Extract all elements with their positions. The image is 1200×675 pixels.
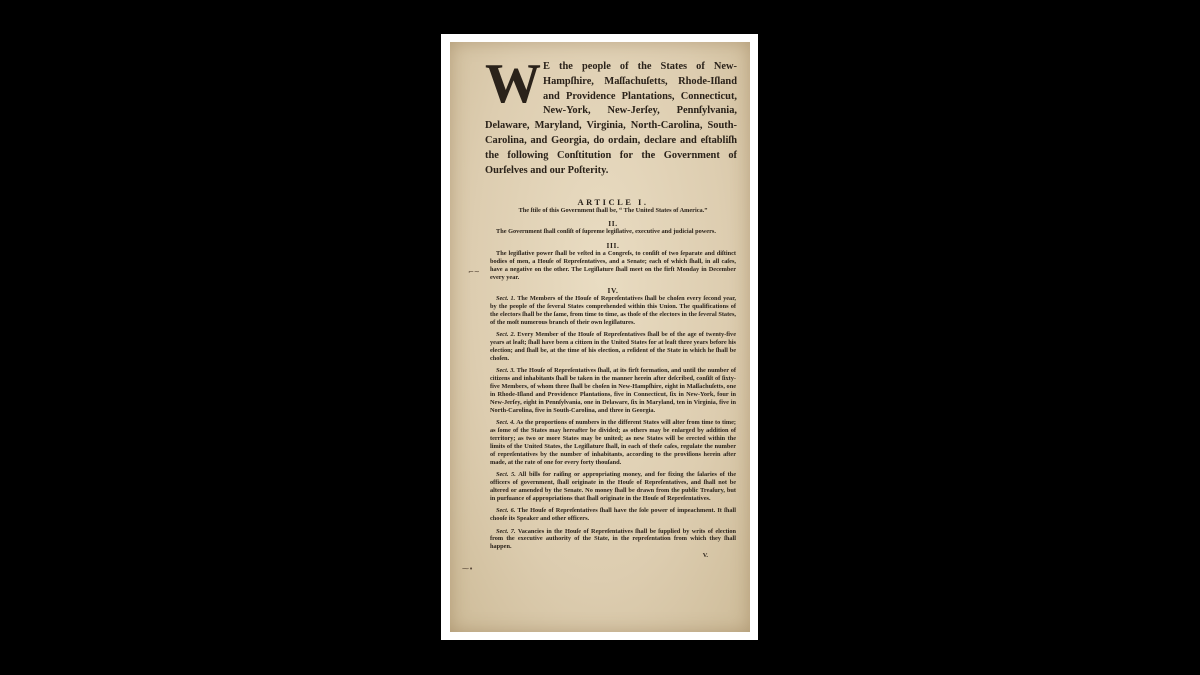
- section-text: The Government ſhall conſiſt of ſupreme legiſlative, executive and judicial powers.: [496, 228, 716, 236]
- sect-text: As the proportions of numbers in the different States will alter from time to time; as ſome of the States may hereafter be divided; as others may be enlarged by addition of territory; as two or more States may be united; as new States will be erected within the limits of the United States, the Legiſlature ſhall, in each of theſe caſes, regulate the number of repreſentatives by the number of inhabitants, according to the proviſions herein after made, at the rate of one for every forty thouſand.: [490, 419, 736, 466]
- sect-label: Sect. 4.: [496, 419, 515, 427]
- article-iv-heading: IV.: [607, 285, 619, 295]
- article-text: The ſtile of this Government ſhall be, “ The United States of America.”: [518, 207, 708, 214]
- sect-text: The Houſe of Repreſentatives ſhall have the ſole power of impeachment. It ſhall chooſe its Speaker and other officers.: [490, 507, 736, 523]
- sect-paragraph: [490, 471, 736, 503]
- sect-text: The Houſe of Repreſentatives ſhall, at its firſt formation, and until the number of citizens and inhabitants ſhall be taken in the manner herein after deſcribed, conſiſt of ſixty-five Members, of whom three ſhall be choſen in New-Hampſhire, eight in Maſſachuſetts, one in Rhode-Iſland and Providence Plantations, five in Connecticut, ſix in New-York, four in New-Jerſey, eight in Pennſylvania, one in Delaware, ſix in Maryland, ten in Virginia, five in North-Carolina, five in South-Carolina, and three in Georgia.: [490, 367, 736, 414]
- section-text: The legiſlative power ſhall be veſted in a Congreſs, to conſiſt of two ſeparate and diſtinct bodies of men, a Houſe of Repreſentatives, and a Senate; each of which ſhall, in all caſes, have a negative on the other. The Legiſlature ſhall meet on the firſt Monday in December every year.: [490, 249, 736, 281]
- sect-text: Every Member of the Houſe of Repreſentatives ſhall be of the age of twenty-five years at leaſt; ſhall have been a citizen in the United States for at leaſt three years before his election; and ſhall be, at the time of his election, a reſident of the State in which he ſhall be choſen.: [490, 331, 736, 362]
- sect-paragraph: [490, 528, 736, 552]
- sect-label: Sect. 1.: [496, 294, 516, 302]
- sect-label: Sect. 2.: [496, 331, 516, 339]
- section-heading: II.: [608, 219, 618, 229]
- sect-paragraph: [490, 331, 736, 363]
- section-heading: III.: [606, 240, 620, 250]
- sect-label: Sect. 7.: [496, 527, 516, 535]
- sect-label: Sect. 5.: [496, 471, 516, 479]
- sect-text: Vacancies in the Houſe of Repreſentatives ſhall be ſupplied by writs of election from the executive authority of the State, in the repreſentation from which they ſhall happen.: [490, 527, 737, 551]
- document-page: [450, 42, 750, 632]
- margin-annotation-mark: ⁓•: [462, 565, 474, 573]
- sect-text: The Members of the Houſe of Repreſentatives ſhall be choſen every ſecond year, by the people of the ſeveral States comprehended within this Union. The qualifications of the electors ſhall be the ſame, from time to time, as thoſe of the electors in the ſeveral States, of the moſt numerous branch of their own legiſlatures.: [490, 294, 736, 326]
- document-frame: [441, 34, 758, 640]
- preamble: [485, 53, 737, 178]
- sect-label: Sect. 6.: [496, 507, 516, 515]
- sect-paragraph: [490, 419, 736, 466]
- catchword: V.: [702, 551, 708, 559]
- margin-annotation-mark: ⌐~: [468, 268, 480, 276]
- sect-label: Sect. 3.: [496, 367, 515, 375]
- preamble-text: E the people of the States of New-Hampſhire, Maſſachuſetts, Rhode-Iſland and Providence Plantations, Connecticut, New-York, New-Jerſey, Pennſylvania, Delaware, Maryland, Virginia, North-Carolina, South-Carolina, and Georgia, do ordain, declare and eſtabliſh the following Conſtitution for the Government of Ourſelves and our Poſterity.: [485, 61, 737, 176]
- article-heading: ARTICLE I.: [577, 197, 649, 207]
- sect-text: All bills for raiſing or appropriating money, and for fixing the ſalaries of the officers of government, ſhall originate in the Houſe of Repreſentatives, and ſhall not be altered or amended by the Senate. No money ſhall be drawn from the public Treaſury, but in purſuance of appropriations that ſhall originate in the Houſe of Repreſentatives.: [490, 471, 736, 502]
- sect-paragraph: [490, 507, 736, 523]
- document-body: [490, 198, 736, 560]
- sect-paragraph: [490, 295, 736, 327]
- drop-cap: W: [485, 53, 539, 115]
- sect-paragraph: [490, 367, 736, 414]
